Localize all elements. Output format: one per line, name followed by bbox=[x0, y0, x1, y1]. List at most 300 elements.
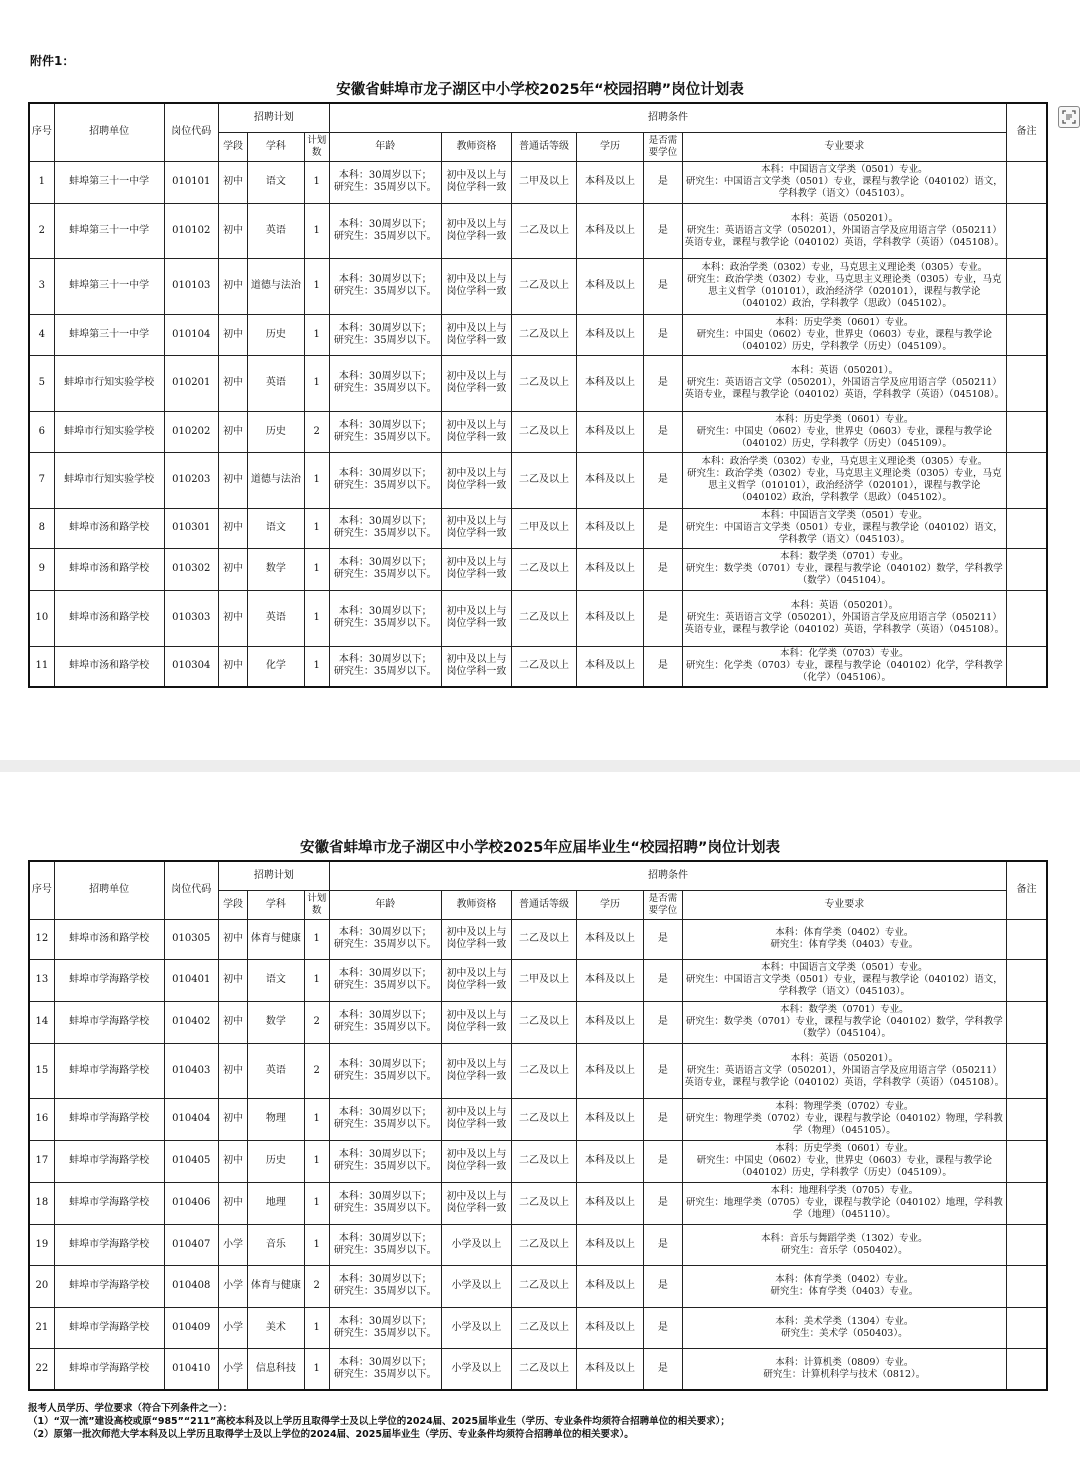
row-degree: 是 bbox=[644, 411, 682, 452]
row-major: 本科：美术学类（1304）专业。 研究生：美术学（050403）。 bbox=[682, 1307, 1007, 1348]
row-education: 本科及以上 bbox=[576, 203, 644, 258]
header-seq: 序号 bbox=[29, 861, 54, 919]
row-age: 本科：30周岁以下； 研究生：35周岁以下。 bbox=[329, 590, 441, 646]
row-age: 本科：30周岁以下； 研究生：35周岁以下。 bbox=[329, 1098, 441, 1140]
row-major: 本科：英语（050201）。 研究生：英语语言文学（050201），外国语言学及应用语言学（050211）英语专业，课程与教学论（040102）英语，学科教学（英语）（045108）。 bbox=[682, 203, 1007, 258]
row-subject: 语文 bbox=[248, 161, 304, 203]
row-subject: 英语 bbox=[248, 355, 304, 411]
header-count: 计划数 bbox=[304, 132, 329, 161]
row-seq: 18 bbox=[29, 1182, 54, 1224]
row-education: 本科及以上 bbox=[576, 1265, 644, 1307]
row-age: 本科：30周岁以下； 研究生：35周岁以下。 bbox=[329, 355, 441, 411]
row-mandarin: 二甲及以上 bbox=[512, 161, 577, 203]
header-conditions: 招聘条件 bbox=[329, 103, 1006, 132]
table-row bbox=[29, 314, 1047, 355]
row-qualification: 初中及以上与 岗位学科一致 bbox=[441, 1001, 512, 1043]
row-age: 本科：30周岁以下； 研究生：35周岁以下。 bbox=[329, 1307, 441, 1348]
row-degree: 是 bbox=[644, 161, 682, 203]
row-degree: 是 bbox=[644, 1001, 682, 1043]
row-education: 本科及以上 bbox=[576, 355, 644, 411]
header-mandarin: 普通话等级 bbox=[512, 890, 577, 919]
row-count: 1 bbox=[304, 1098, 329, 1140]
row-remark bbox=[1007, 1182, 1047, 1224]
header-subject: 学科 bbox=[248, 890, 304, 919]
row-subject: 化学 bbox=[248, 646, 304, 687]
row-major: 本科：体育学类（0402）专业。 研究生：体育学类（0403）专业。 bbox=[682, 1265, 1007, 1307]
row-degree: 是 bbox=[644, 1098, 682, 1140]
row-unit: 蚌埠市汤和路学校 bbox=[54, 919, 164, 959]
row-degree: 是 bbox=[644, 1348, 682, 1390]
row-major: 本科：数学类（0701）专业。 研究生：数学类（0701）专业，课程与教学论（040102）数学，学科教学（数学）（045104）。 bbox=[682, 1001, 1007, 1043]
row-subject: 英语 bbox=[248, 590, 304, 646]
header-remark: 备注 bbox=[1007, 103, 1047, 161]
row-subject: 英语 bbox=[248, 1043, 304, 1098]
row-qualification: 初中及以上与 岗位学科一致 bbox=[441, 1140, 512, 1182]
row-count: 1 bbox=[304, 508, 329, 548]
row-education: 本科及以上 bbox=[576, 411, 644, 452]
row-degree: 是 bbox=[644, 1265, 682, 1307]
row-code: 010303 bbox=[164, 590, 218, 646]
header-qualification: 教师资格 bbox=[441, 890, 512, 919]
row-code: 010302 bbox=[164, 548, 218, 590]
row-major: 本科：中国语言文学类（0501）专业。 研究生：中国语言文学类（0501）专业，课程与教学论（040102）语文，学科教学（语文）（045103）。 bbox=[682, 959, 1007, 1001]
row-seq: 5 bbox=[29, 355, 54, 411]
row-count: 1 bbox=[304, 161, 329, 203]
row-qualification: 初中及以上与 岗位学科一致 bbox=[441, 452, 512, 508]
header-subject: 学科 bbox=[248, 132, 304, 161]
row-code: 010402 bbox=[164, 1001, 218, 1043]
row-unit: 蚌埠第三十一中学 bbox=[54, 314, 164, 355]
row-code: 010103 bbox=[164, 258, 218, 314]
row-count: 2 bbox=[304, 1043, 329, 1098]
row-count: 1 bbox=[304, 590, 329, 646]
row-remark bbox=[1007, 161, 1047, 203]
row-seq: 2 bbox=[29, 203, 54, 258]
row-education: 本科及以上 bbox=[576, 508, 644, 548]
row-remark bbox=[1007, 1043, 1047, 1098]
row-subject: 地理 bbox=[248, 1182, 304, 1224]
header-seq: 序号 bbox=[29, 103, 54, 161]
row-unit: 蚌埠市学海路学校 bbox=[54, 1182, 164, 1224]
row-major: 本科：音乐与舞蹈学类（1302）专业。 研究生：音乐学（050402）。 bbox=[682, 1224, 1007, 1265]
table-row bbox=[29, 1043, 1047, 1098]
row-age: 本科：30周岁以下； 研究生：35周岁以下。 bbox=[329, 203, 441, 258]
row-code: 010101 bbox=[164, 161, 218, 203]
table-row bbox=[29, 919, 1047, 959]
row-count: 1 bbox=[304, 1224, 329, 1265]
row-subject: 音乐 bbox=[248, 1224, 304, 1265]
table-row bbox=[29, 161, 1047, 203]
row-count: 2 bbox=[304, 411, 329, 452]
table-row bbox=[29, 1182, 1047, 1224]
row-age: 本科：30周岁以下； 研究生：35周岁以下。 bbox=[329, 258, 441, 314]
row-age: 本科：30周岁以下； 研究生：35周岁以下。 bbox=[329, 452, 441, 508]
row-count: 1 bbox=[304, 452, 329, 508]
row-seq: 7 bbox=[29, 452, 54, 508]
row-subject: 信息科技 bbox=[248, 1348, 304, 1390]
row-mandarin: 二乙及以上 bbox=[512, 1224, 577, 1265]
header-plan: 招聘计划 bbox=[218, 861, 329, 890]
row-stage: 初中 bbox=[218, 314, 247, 355]
row-unit: 蚌埠市行知实验学校 bbox=[54, 411, 164, 452]
row-remark bbox=[1007, 919, 1047, 959]
header-major: 专业要求 bbox=[682, 132, 1007, 161]
row-education: 本科及以上 bbox=[576, 1307, 644, 1348]
row-stage: 初中 bbox=[218, 203, 247, 258]
row-mandarin: 二甲及以上 bbox=[512, 508, 577, 548]
row-major: 本科：英语（050201）。 研究生：英语语言文学（050201），外国语言学及应用语言学（050211）英语专业，课程与教学论（040102）英语，学科教学（英语）（045108）。 bbox=[682, 355, 1007, 411]
row-count: 2 bbox=[304, 1265, 329, 1307]
row-age: 本科：30周岁以下； 研究生：35周岁以下。 bbox=[329, 1043, 441, 1098]
header-unit: 招聘单位 bbox=[54, 861, 164, 919]
row-unit: 蚌埠市行知实验学校 bbox=[54, 355, 164, 411]
row-education: 本科及以上 bbox=[576, 959, 644, 1001]
row-count: 1 bbox=[304, 1182, 329, 1224]
table-row bbox=[29, 1098, 1047, 1140]
row-unit: 蚌埠市汤和路学校 bbox=[54, 548, 164, 590]
row-remark bbox=[1007, 355, 1047, 411]
row-age: 本科：30周岁以下； 研究生：35周岁以下。 bbox=[329, 959, 441, 1001]
row-age: 本科：30周岁以下； 研究生：35周岁以下。 bbox=[329, 1182, 441, 1224]
row-seq: 4 bbox=[29, 314, 54, 355]
row-subject: 道德与法治 bbox=[248, 258, 304, 314]
row-education: 本科及以上 bbox=[576, 452, 644, 508]
row-count: 1 bbox=[304, 548, 329, 590]
table1-title: 安徽省蚌埠市龙子湖区中小学校2025年“校园招聘”岗位计划表 bbox=[336, 82, 744, 98]
row-mandarin: 二乙及以上 bbox=[512, 1140, 577, 1182]
row-seq: 1 bbox=[29, 161, 54, 203]
header-age: 年龄 bbox=[329, 132, 441, 161]
row-stage: 初中 bbox=[218, 1182, 247, 1224]
row-remark bbox=[1007, 590, 1047, 646]
row-subject: 数学 bbox=[248, 1001, 304, 1043]
row-stage: 初中 bbox=[218, 161, 247, 203]
scan-document-icon[interactable] bbox=[1058, 106, 1080, 128]
table-row bbox=[29, 355, 1047, 411]
row-stage: 初中 bbox=[218, 959, 247, 1001]
row-seq: 21 bbox=[29, 1307, 54, 1348]
row-subject: 历史 bbox=[248, 1140, 304, 1182]
row-mandarin: 二乙及以上 bbox=[512, 452, 577, 508]
row-degree: 是 bbox=[644, 203, 682, 258]
row-mandarin: 二乙及以上 bbox=[512, 203, 577, 258]
row-degree: 是 bbox=[644, 452, 682, 508]
row-seq: 6 bbox=[29, 411, 54, 452]
row-subject: 物理 bbox=[248, 1098, 304, 1140]
row-education: 本科及以上 bbox=[576, 1098, 644, 1140]
row-stage: 初中 bbox=[218, 919, 247, 959]
row-qualification: 初中及以上与 岗位学科一致 bbox=[441, 314, 512, 355]
header-major: 专业要求 bbox=[682, 890, 1007, 919]
page-separator bbox=[0, 760, 1080, 772]
row-seq: 22 bbox=[29, 1348, 54, 1390]
row-age: 本科：30周岁以下； 研究生：35周岁以下。 bbox=[329, 548, 441, 590]
row-age: 本科：30周岁以下； 研究生：35周岁以下。 bbox=[329, 1140, 441, 1182]
row-unit: 蚌埠第三十一中学 bbox=[54, 258, 164, 314]
row-major: 本科：历史学类（0601）专业。 研究生：中国史（0602）专业，世界史（0603）专业，课程与教学论（040102）历史，学科教学（历史）（045109）。 bbox=[682, 1140, 1007, 1182]
row-code: 010301 bbox=[164, 508, 218, 548]
row-qualification: 小学及以上 bbox=[441, 1224, 512, 1265]
row-degree: 是 bbox=[644, 1043, 682, 1098]
row-seq: 15 bbox=[29, 1043, 54, 1098]
row-unit: 蚌埠市行知实验学校 bbox=[54, 452, 164, 508]
row-subject: 美术 bbox=[248, 1307, 304, 1348]
row-code: 010407 bbox=[164, 1224, 218, 1265]
row-code: 010409 bbox=[164, 1307, 218, 1348]
row-remark bbox=[1007, 646, 1047, 687]
row-age: 本科：30周岁以下； 研究生：35周岁以下。 bbox=[329, 1265, 441, 1307]
row-stage: 初中 bbox=[218, 548, 247, 590]
row-mandarin: 二乙及以上 bbox=[512, 646, 577, 687]
header-stage: 学段 bbox=[218, 890, 247, 919]
row-unit: 蚌埠市学海路学校 bbox=[54, 959, 164, 1001]
row-count: 1 bbox=[304, 203, 329, 258]
row-subject: 体育与健康 bbox=[248, 1265, 304, 1307]
row-degree: 是 bbox=[644, 548, 682, 590]
row-mandarin: 二乙及以上 bbox=[512, 1348, 577, 1390]
row-code: 010201 bbox=[164, 355, 218, 411]
row-major: 本科：化学类（0703）专业。 研究生：化学类（0703）专业，课程与教学论（040102）化学，学科教学（化学）（045106）。 bbox=[682, 646, 1007, 687]
row-age: 本科：30周岁以下； 研究生：35周岁以下。 bbox=[329, 1224, 441, 1265]
row-remark bbox=[1007, 1348, 1047, 1390]
header-code: 岗位代码 bbox=[164, 861, 218, 919]
row-age: 本科：30周岁以下； 研究生：35周岁以下。 bbox=[329, 919, 441, 959]
row-code: 010104 bbox=[164, 314, 218, 355]
row-qualification: 初中及以上与 岗位学科一致 bbox=[441, 355, 512, 411]
row-major: 本科：物理学类（0702）专业。 研究生：物理学类（0702）专业，课程与教学论（040102）物理，学科教学（物理）（045105）。 bbox=[682, 1098, 1007, 1140]
row-age: 本科：30周岁以下； 研究生：35周岁以下。 bbox=[329, 1348, 441, 1390]
header-stage: 学段 bbox=[218, 132, 247, 161]
row-mandarin: 二乙及以上 bbox=[512, 1043, 577, 1098]
row-seq: 17 bbox=[29, 1140, 54, 1182]
row-seq: 12 bbox=[29, 919, 54, 959]
row-count: 1 bbox=[304, 314, 329, 355]
row-qualification: 小学及以上 bbox=[441, 1265, 512, 1307]
row-code: 010203 bbox=[164, 452, 218, 508]
row-unit: 蚌埠市学海路学校 bbox=[54, 1043, 164, 1098]
row-mandarin: 二乙及以上 bbox=[512, 919, 577, 959]
row-stage: 小学 bbox=[218, 1307, 247, 1348]
row-education: 本科及以上 bbox=[576, 314, 644, 355]
row-unit: 蚌埠市学海路学校 bbox=[54, 1001, 164, 1043]
header-unit: 招聘单位 bbox=[54, 103, 164, 161]
row-remark bbox=[1007, 203, 1047, 258]
row-remark bbox=[1007, 1140, 1047, 1182]
row-code: 010202 bbox=[164, 411, 218, 452]
row-seq: 9 bbox=[29, 548, 54, 590]
row-unit: 蚌埠市学海路学校 bbox=[54, 1265, 164, 1307]
row-code: 010405 bbox=[164, 1140, 218, 1182]
row-major: 本科：历史学类（0601）专业。 研究生：中国史（0602）专业，世界史（0603）专业，课程与教学论（040102）历史，学科教学（历史）（045109）。 bbox=[682, 411, 1007, 452]
row-degree: 是 bbox=[644, 919, 682, 959]
row-count: 1 bbox=[304, 646, 329, 687]
row-age: 本科：30周岁以下； 研究生：35周岁以下。 bbox=[329, 1001, 441, 1043]
row-subject: 历史 bbox=[248, 411, 304, 452]
row-unit: 蚌埠市学海路学校 bbox=[54, 1098, 164, 1140]
row-qualification: 初中及以上与 岗位学科一致 bbox=[441, 590, 512, 646]
row-mandarin: 二乙及以上 bbox=[512, 1265, 577, 1307]
row-education: 本科及以上 bbox=[576, 590, 644, 646]
row-count: 1 bbox=[304, 258, 329, 314]
row-qualification: 初中及以上与 岗位学科一致 bbox=[441, 203, 512, 258]
row-major: 本科：体育学类（0402）专业。 研究生：体育学类（0403）专业。 bbox=[682, 919, 1007, 959]
row-subject: 英语 bbox=[248, 203, 304, 258]
row-degree: 是 bbox=[644, 508, 682, 548]
row-unit: 蚌埠第三十一中学 bbox=[54, 203, 164, 258]
recruitment-table-2 bbox=[28, 860, 1048, 1391]
row-qualification: 小学及以上 bbox=[441, 1348, 512, 1390]
row-major: 本科：历史学类（0601）专业。 研究生：中国史（0602）专业，世界史（0603）专业，课程与教学论（040102）历史，学科教学（历史）（045109）。 bbox=[682, 314, 1007, 355]
notes-item-2: （2）原第一批次师范大学本科及以上学历且取得学士及以上学位的2024届、2025届毕业生（学历、专业条件均须符合招聘单位的相关要求）。 bbox=[28, 1429, 634, 1440]
row-code: 010406 bbox=[164, 1182, 218, 1224]
row-degree: 是 bbox=[644, 258, 682, 314]
row-mandarin: 二乙及以上 bbox=[512, 314, 577, 355]
table-row bbox=[29, 959, 1047, 1001]
row-education: 本科及以上 bbox=[576, 1001, 644, 1043]
row-education: 本科及以上 bbox=[576, 1182, 644, 1224]
row-qualification: 初中及以上与 岗位学科一致 bbox=[441, 959, 512, 1001]
row-mandarin: 二乙及以上 bbox=[512, 590, 577, 646]
row-seq: 14 bbox=[29, 1001, 54, 1043]
row-age: 本科：30周岁以下； 研究生：35周岁以下。 bbox=[329, 161, 441, 203]
table2-body bbox=[29, 919, 1047, 1390]
row-stage: 初中 bbox=[218, 258, 247, 314]
row-age: 本科：30周岁以下； 研究生：35周岁以下。 bbox=[329, 508, 441, 548]
row-code: 010408 bbox=[164, 1265, 218, 1307]
row-education: 本科及以上 bbox=[576, 1043, 644, 1098]
row-qualification: 初中及以上与 岗位学科一致 bbox=[441, 1098, 512, 1140]
row-mandarin: 二乙及以上 bbox=[512, 548, 577, 590]
row-remark bbox=[1007, 1307, 1047, 1348]
row-count: 1 bbox=[304, 919, 329, 959]
row-remark bbox=[1007, 1001, 1047, 1043]
header-mandarin: 普通话等级 bbox=[512, 132, 577, 161]
table-row bbox=[29, 203, 1047, 258]
row-subject: 语文 bbox=[248, 959, 304, 1001]
row-major: 本科：政治学类（0302）专业，马克思主义理论类（0305）专业。 研究生：政治学类（0302）专业，马克思主义理论类（0305）专业，马克思主义哲学（010101），政治经济学（020101），课程与教学论（040102）政治，学科教学（思政）（045102）。 bbox=[682, 452, 1007, 508]
row-seq: 10 bbox=[29, 590, 54, 646]
row-education: 本科及以上 bbox=[576, 1348, 644, 1390]
row-remark bbox=[1007, 258, 1047, 314]
row-stage: 初中 bbox=[218, 355, 247, 411]
row-seq: 16 bbox=[29, 1098, 54, 1140]
header-remark: 备注 bbox=[1007, 861, 1047, 919]
row-degree: 是 bbox=[644, 1140, 682, 1182]
row-stage: 初中 bbox=[218, 646, 247, 687]
row-major: 本科：政治学类（0302）专业，马克思主义理论类（0305）专业。 研究生：政治学类（0302）专业，马克思主义理论类（0305）专业，马克思主义哲学（010101），政治经济学（020101），课程与教学论（040102）政治，学科教学（思政）（045102）。 bbox=[682, 258, 1007, 314]
table1-header bbox=[29, 103, 1047, 161]
row-code: 010305 bbox=[164, 919, 218, 959]
row-unit: 蚌埠市学海路学校 bbox=[54, 1348, 164, 1390]
row-mandarin: 二乙及以上 bbox=[512, 1307, 577, 1348]
header-education: 学历 bbox=[576, 132, 644, 161]
row-seq: 8 bbox=[29, 508, 54, 548]
row-qualification: 初中及以上与 岗位学科一致 bbox=[441, 411, 512, 452]
header-age: 年龄 bbox=[329, 890, 441, 919]
row-age: 本科：30周岁以下； 研究生：35周岁以下。 bbox=[329, 411, 441, 452]
row-remark bbox=[1007, 959, 1047, 1001]
table2-header bbox=[29, 861, 1047, 919]
row-stage: 小学 bbox=[218, 1265, 247, 1307]
header-degree: 是否需要学位 bbox=[644, 890, 682, 919]
table1-body bbox=[29, 161, 1047, 687]
row-mandarin: 二乙及以上 bbox=[512, 355, 577, 411]
header-count: 计划数 bbox=[304, 890, 329, 919]
row-subject: 数学 bbox=[248, 548, 304, 590]
row-qualification: 初中及以上与 岗位学科一致 bbox=[441, 258, 512, 314]
table-row bbox=[29, 1265, 1047, 1307]
row-mandarin: 二乙及以上 bbox=[512, 1182, 577, 1224]
notes-heading: 报考人员学历、学位要求（符合下列条件之一）： bbox=[28, 1403, 233, 1414]
row-remark bbox=[1007, 1265, 1047, 1307]
row-age: 本科：30周岁以下； 研究生：35周岁以下。 bbox=[329, 646, 441, 687]
row-mandarin: 二乙及以上 bbox=[512, 258, 577, 314]
row-remark bbox=[1007, 508, 1047, 548]
table-row bbox=[29, 548, 1047, 590]
row-major: 本科：中国语言文学类（0501）专业。 研究生：中国语言文学类（0501）专业，课程与教学论（040102）语文，学科教学（语文）（045103）。 bbox=[682, 161, 1007, 203]
row-unit: 蚌埠市汤和路学校 bbox=[54, 646, 164, 687]
row-remark bbox=[1007, 452, 1047, 508]
row-stage: 初中 bbox=[218, 590, 247, 646]
recruitment-table-1 bbox=[28, 102, 1048, 688]
row-degree: 是 bbox=[644, 1182, 682, 1224]
row-count: 1 bbox=[304, 355, 329, 411]
page-2 bbox=[0, 772, 1080, 1483]
row-degree: 是 bbox=[644, 646, 682, 687]
row-seq: 11 bbox=[29, 646, 54, 687]
row-major: 本科：英语（050201）。 研究生：英语语言文学（050201），外国语言学及应用语言学（050211）英语专业，课程与教学论（040102）英语，学科教学（英语）（045108）。 bbox=[682, 590, 1007, 646]
row-code: 010410 bbox=[164, 1348, 218, 1390]
row-count: 2 bbox=[304, 1001, 329, 1043]
row-unit: 蚌埠市学海路学校 bbox=[54, 1307, 164, 1348]
header-conditions: 招聘条件 bbox=[329, 861, 1006, 890]
row-major: 本科：数学类（0701）专业。 研究生：数学类（0701）专业，课程与教学论（040102）数学，学科教学（数学）（045104）。 bbox=[682, 548, 1007, 590]
row-mandarin: 二乙及以上 bbox=[512, 411, 577, 452]
row-education: 本科及以上 bbox=[576, 646, 644, 687]
row-stage: 小学 bbox=[218, 1224, 247, 1265]
table-row bbox=[29, 1001, 1047, 1043]
header-code: 岗位代码 bbox=[164, 103, 218, 161]
row-education: 本科及以上 bbox=[576, 919, 644, 959]
row-major: 本科：英语（050201）。 研究生：英语语言文学（050201），外国语言学及应用语言学（050211）英语专业，课程与教学论（040102）英语，学科教学（英语）（045108）。 bbox=[682, 1043, 1007, 1098]
row-seq: 19 bbox=[29, 1224, 54, 1265]
row-degree: 是 bbox=[644, 314, 682, 355]
row-unit: 蚌埠第三十一中学 bbox=[54, 161, 164, 203]
row-code: 010404 bbox=[164, 1098, 218, 1140]
row-code: 010102 bbox=[164, 203, 218, 258]
row-stage: 初中 bbox=[218, 508, 247, 548]
row-subject: 历史 bbox=[248, 314, 304, 355]
row-degree: 是 bbox=[644, 590, 682, 646]
row-unit: 蚌埠市学海路学校 bbox=[54, 1140, 164, 1182]
row-remark bbox=[1007, 1098, 1047, 1140]
row-subject: 道德与法治 bbox=[248, 452, 304, 508]
row-remark bbox=[1007, 548, 1047, 590]
table-row bbox=[29, 411, 1047, 452]
row-count: 1 bbox=[304, 1140, 329, 1182]
header-plan: 招聘计划 bbox=[218, 103, 329, 132]
row-unit: 蚌埠市汤和路学校 bbox=[54, 590, 164, 646]
row-education: 本科及以上 bbox=[576, 161, 644, 203]
row-code: 010304 bbox=[164, 646, 218, 687]
row-stage: 小学 bbox=[218, 1348, 247, 1390]
row-education: 本科及以上 bbox=[576, 548, 644, 590]
row-major: 本科：地理科学类（0705）专业。 研究生：地理学类（0705）专业，课程与教学论（040102）地理，学科教学（地理）（045110）。 bbox=[682, 1182, 1007, 1224]
row-count: 1 bbox=[304, 1307, 329, 1348]
table-row bbox=[29, 452, 1047, 508]
header-degree: 是否需要学位 bbox=[644, 132, 682, 161]
row-seq: 3 bbox=[29, 258, 54, 314]
